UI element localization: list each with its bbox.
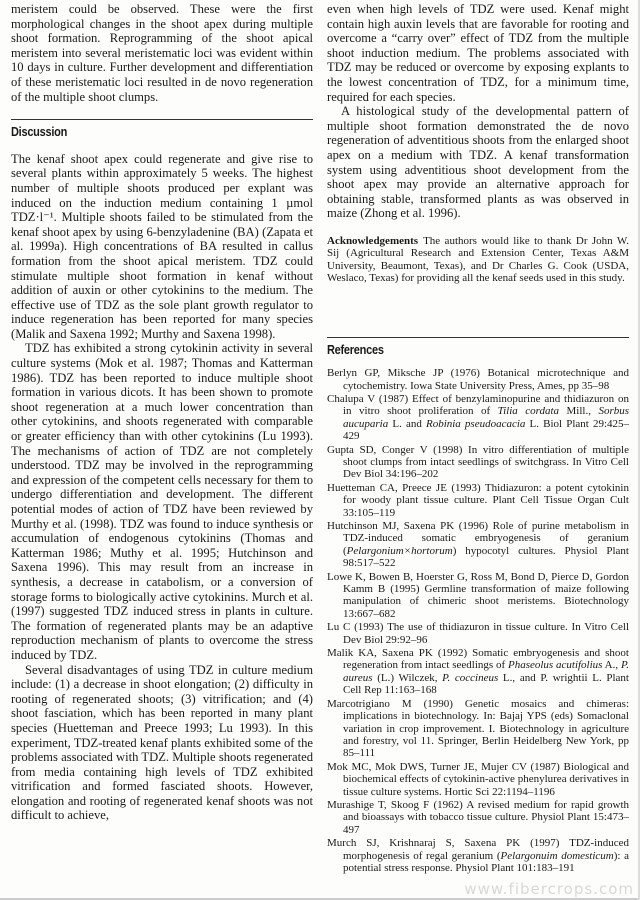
reference-item: Berlyn GP, Miksche JP (1976) Botanical microtechnique and cytochemistry. Iowa State University Press, Ames, pp 35–98 [327,367,629,392]
body-paragraph: even when high levels of TDZ were used. Kenaf might contain high auxin levels that are favorable for rooting and overcome a “carry over” effect of TDZ from the multiple shoot induction medium. The problems associated with TDZ may be reduced or overcome by exposing explants to the lowest concentration of TDZ, for a minimum time, required for each species. [327,2,629,104]
discussion-paragraph: TDZ has exhibited a strong cytokinin activity in several culture systems (Mok et al. 1987; Thomas and Katterman 1986). TDZ has been reported to induce multiple shoot formation in various dicots. It has been shown to promote shoot regeneration at a much lower concentration than other cytokinins, and shoots regenerated with comparable or greater efficiency than with other cytokinins (Lu 1993). The mechanisms of action of TDZ are not completely understood. TDZ may be involved in the reprogramming and expression of the competent cells necessary for them to undergo differentiation and development. The different potential modes of action of TDZ have been reviewed by Murthy et al. (1998). TDZ was found to induce synthesis or accumulation of endogenous cytokinins (Thomas and Katterman 1986; Muthy et al. 1995; Hutchinson and Saxena 1996). This may result from an increase in synthesis, a decrease in catabolism, or a conversion of storage forms to biologically active cytokinins. Murch et al. (1997) suggested TDZ induced stress in plants in culture. The formation of regenerated plants may be an adaptive reproduction mechanism of plants to overcome the stress induced by TDZ. [11,341,313,662]
acknowledgements-label: Acknowledgements [327,234,419,247]
references-list [327,367,629,874]
section-divider [11,119,313,120]
reference-item: Lowe K, Bowen B, Hoerster G, Ross M, Bond D, Pierce D, Gordon Kamm B (1995) Germline transformation of maize following manipulation of chimeric shoot meristems. Biotechnology 13:667–682 [327,570,629,620]
discussion-heading: Discussion [11,125,68,140]
section-divider [327,337,629,338]
discussion-paragraph: The kenaf shoot apex could regenerate and give rise to several plants within approximately 5 weeks. The highest number of multiple shoots produced per explant was induced on the induction medium containing 1 µmol TDZ·l⁻¹. Multiple shoots failed to be stimulated from the kenaf shoot apex by using 6-benzyladenine (BA) (Zapata et al. 1999a). High concentrations of BA resulted in callus formation from the shoot apical meristem. TDZ could stimulate multiple shoot formation in kenaf without addition of auxin or other cytokinins to the medium. The effective use of TDZ as the sole plant growth regulator to induce regeneration has been reported for many species (Malik and Saxena 1992; Murthy and Saxena 1998). [11,151,313,341]
reference-item: Gupta SD, Conger V (1998) In vitro differentiation of multiple shoot clumps from intact seedlings of switchgrass. In Vitro Cell Dev Biol 34:196–202 [327,443,629,481]
right-column [327,2,629,875]
watermark: www.fibercrops.com [464,880,634,898]
references-heading: References [327,342,384,357]
reference-item: Murch SJ, Krishnaraj S, Saxena PK (1997) TDZ-induced morphogenesis of regal geranium (Pelargonuim domesticum): a potential stress response. Physiol Plant 101:183–191 [327,837,630,874]
intro-paragraph: meristem could be observed. These were the first morphological changes in the shoot apex during multiple shoot formation. Reprogramming of the shoot apical meristem into several meristematic loci was evident within 10 days in culture. Further development and differentiation of these meristematic loci resulted in de novo regeneration of the multiple shoot clumps. [11,2,313,104]
reference-item: Hutchinson MJ, Saxena PK (1996) Role of purine metabolism in TDZ-induced somatic embryogenesis of geranium (Pelargonium×hortorum) hypocotyl cultures. Physiol Plant 98:517–522 [327,520,629,570]
reference-item: Murashige T, Skoog F (1962) A revised medium for rapid growth and bioassays with tobacco tissue culture. Physiol Plant 15:473–497 [327,798,629,836]
body-paragraph: A histological study of the developmental pattern of multiple shoot formation demonstrated the de novo regeneration of adventitious shoots from the enlarged shoot apex on a medium with TDZ. A kenaf transformation system using adventitious shoot development from the shoot apex may provide an alternative approach for obtaining stable, transformed plants as was observed in maize (Zhong et al. 1996). [327,104,629,221]
reference-item: Chalupa V (1987) Effect of benzylaminopurine and thidiazuron on in vitro shoot proliferation of Tilia cordata Mill., Sorbus aucuparia L. and Robinia pseudoacacia L. Biol Plant 29:425–429 [327,392,630,443]
acknowledgements-text: The authors would like to thank Dr John W. Sij (Agricultural Research and Extension Center, Texas A&M University, Beaumont, Texas), and Dr Charles G. Cook (USDA, Weslaco, Texas) for providing all the kenaf seeds used in this study. [327,234,629,285]
left-column [11,2,313,823]
reference-item: Malik KA, Saxena PK (1992) Somatic embryogenesis and shoot regeneration from intact seedlings of Phaseolus acutifolius A., P. aureus (L.) Wilczek, P. coccineus L., and P. wrightii L. Plant Cell Rep 11:163–168 [327,647,629,697]
acknowledgements [327,235,629,285]
reference-item: Mok MC, Mok DWS, Turner JE, Mujer CV (1987) Biological and biochemical effects of cytokinin-active phenylurea derivatives in tissue culture systems. Hortic Sci 22:1194–1196 [327,760,629,798]
reference-item: Lu C (1993) The use of thidiazuron in tissue culture. In Vitro Cell Dev Biol 29:92–96 [327,621,629,646]
discussion-paragraph: Several disadvantages of using TDZ in culture medium include: (1) a decrease in shoot elongation; (2) difficulty in rooting of regenerated shoots; (3) vitrification; and (4) shoot fasciation, which has been reported in many plant species (Huetteman and Preece 1993; Lu 1993). In this experiment, TDZ-treated kenaf plants exhibited some of the problems associated with TDZ. Multiple shoots regenerated from media containing high levels of TDZ exhibited vitrification and formed fasciated shoots. However, elongation and rooting of regenerated kenaf shoots was not difficult to achieve, [11,662,313,823]
reference-item: Marcotrigiano M (1990) Genetic mosaics and chimeras: implications in biotechnology. In: Bajaj YPS (eds) Somaclonal variation in crop improvement. I. Biotechnology in agriculture and forestry, vol 11. Springer, Berlin Heidelberg New York, pp 85–111 [327,697,629,760]
reference-item: Huetteman CA, Preece JE (1993) Thidiazuron: a potent cytokinin for woody plant tissue culture. Plant Cell Tissue Organ Cult 33:105–119 [327,481,629,519]
